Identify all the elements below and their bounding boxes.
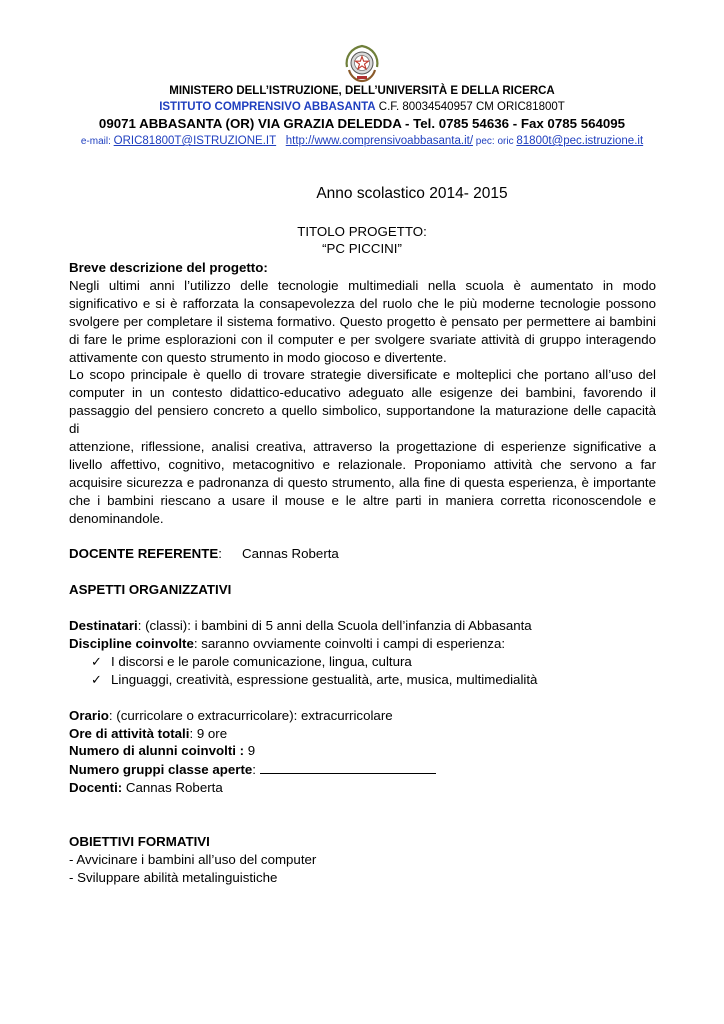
referent-name: Cannas Roberta [242,546,339,562]
fields-list [69,653,656,689]
schedule-label: Orario [69,707,109,723]
objective-item: - Avvicinare i bambini all’uso del computer [69,851,317,867]
schedule-row [69,707,656,725]
students-value: 9 [244,743,256,759]
recipients-label: Destinatari [69,618,138,634]
organization-heading: ASPETTI ORGANIZZATIVI [69,582,232,598]
website-link[interactable]: http://www.comprensivoabbasanta.it/ [285,135,474,147]
groups-row [69,760,656,779]
project-title: “PC PICCINI” [322,241,402,256]
teachers-row [69,779,656,797]
contacts-line [0,135,724,147]
recipients-value: : (classi): i bambini di 5 anni della Scuola dell’infanzia di Abbasanta [137,618,532,634]
email-link[interactable]: ORIC81800T@ISTRUZIONE.IT [113,135,277,147]
address-line: 09071 ABBASANTA (OR) VIA GRAZIA DELEDDA - Tel. 0785 54636 - Fax 0785 564095 [98,116,626,131]
ministry-heading: MINISTERO DELL’ISTRUZIONE, DELL’UNIVERSITÀ E DELLA RICERCA [169,85,555,97]
referent-label: DOCENTE REFERENTE [69,546,219,562]
field-label: Linguaggi, creatività, espressione gestualità, arte, musica, multimedialità [111,671,538,687]
objectives-heading: OBIETTIVI FORMATIVI [69,833,210,849]
pec-label: pec: oric [473,136,517,147]
checkmark-icon: ✓ [91,671,102,687]
institute-line [0,101,724,113]
objective-item: - Sviluppare abilità metalinguistiche [69,869,278,885]
disciplines-value: : saranno ovviamente coinvolti i campi di esperienza: [193,635,506,651]
hours-value: : 9 ore [189,725,228,741]
description-paragraph-2-tail: di [69,421,80,437]
hours-row [69,725,656,743]
groups-label: Numero gruppi classe aperte [69,762,253,778]
schedule-value: : (curricolare o extracurricolare): extracurricolare [108,707,393,723]
email-label: e-mail: [80,136,114,147]
recipients-row [69,617,656,635]
institute-name: ISTITUTO COMPRENSIVO ABBASANTA [159,101,376,113]
school-year: Anno scolastico 2014- 2015 [316,185,508,202]
field-label: I discorsi e le parole comunicazione, lingua, cultura [111,653,412,669]
document-body [69,259,656,887]
description-paragraph-3: attenzione, riflessione, analisi creativa, attraverso la progettazione di esperienze significative a livello affettivo, cognitivo, metacognitivo e relazionale. Proponiamo attività che servono a far acquisire sicurezza e padronanza di questo strumento, alla fine di questa esperienza, è importante che i bambini riescano a usare il mouse e le altre parti in maniera corretta riconoscendole e denominandole. [69,439,656,526]
groups-value: : [252,762,260,778]
hours-label: Ore di attività totali [69,725,190,741]
referent-row [69,545,656,563]
students-row [69,742,656,760]
teachers-value: Cannas Roberta [122,780,223,796]
italian-republic-emblem-icon [343,43,381,83]
groups-blank-line [260,760,436,774]
institute-codes: C.F. 80034540957 CM ORIC81800T [375,101,565,113]
list-item [91,671,656,689]
disciplines-label: Discipline coinvolte [69,635,194,651]
disciplines-row [69,635,656,653]
description-paragraph-1: Negli ultimi anni l’utilizzo delle tecnologie multimediali nella scuola è aumentato in modo significativo e si è rafforzata la consapevolezza del ruolo che le più moderne tecnologie possono svolgere per completare il sistema formativo. Questo progetto è pensato per permettere ai bambini di fare le prime esplorazioni con il computer e per svolgere svariate attività di gruppo interagendo attivamente con questo strumento in modo giocoso e divertente. [69,277,656,365]
description-heading: Breve descrizione del progetto: [69,260,268,275]
pec-link[interactable]: 81800t@pec.istruzione.it [516,135,644,147]
teachers-label: Docenti: [69,780,123,796]
project-title-label: TITOLO PROGETTO: [297,224,427,239]
description-paragraph-2: Lo scopo principale è quello di trovare strategie diversificate e molteplici che portano all’uso del computer in un contesto didattico-educativo adeguato alle esigenze dei bambini, favorendo il passaggio del pensiero concreto a quello simbolico, supportandone la maturazione delle capacità [69,367,656,419]
referent-colon: : [218,546,222,562]
list-item [91,653,656,671]
students-label: Numero di alunni coinvolti : [69,743,245,759]
checkmark-icon: ✓ [91,653,102,669]
